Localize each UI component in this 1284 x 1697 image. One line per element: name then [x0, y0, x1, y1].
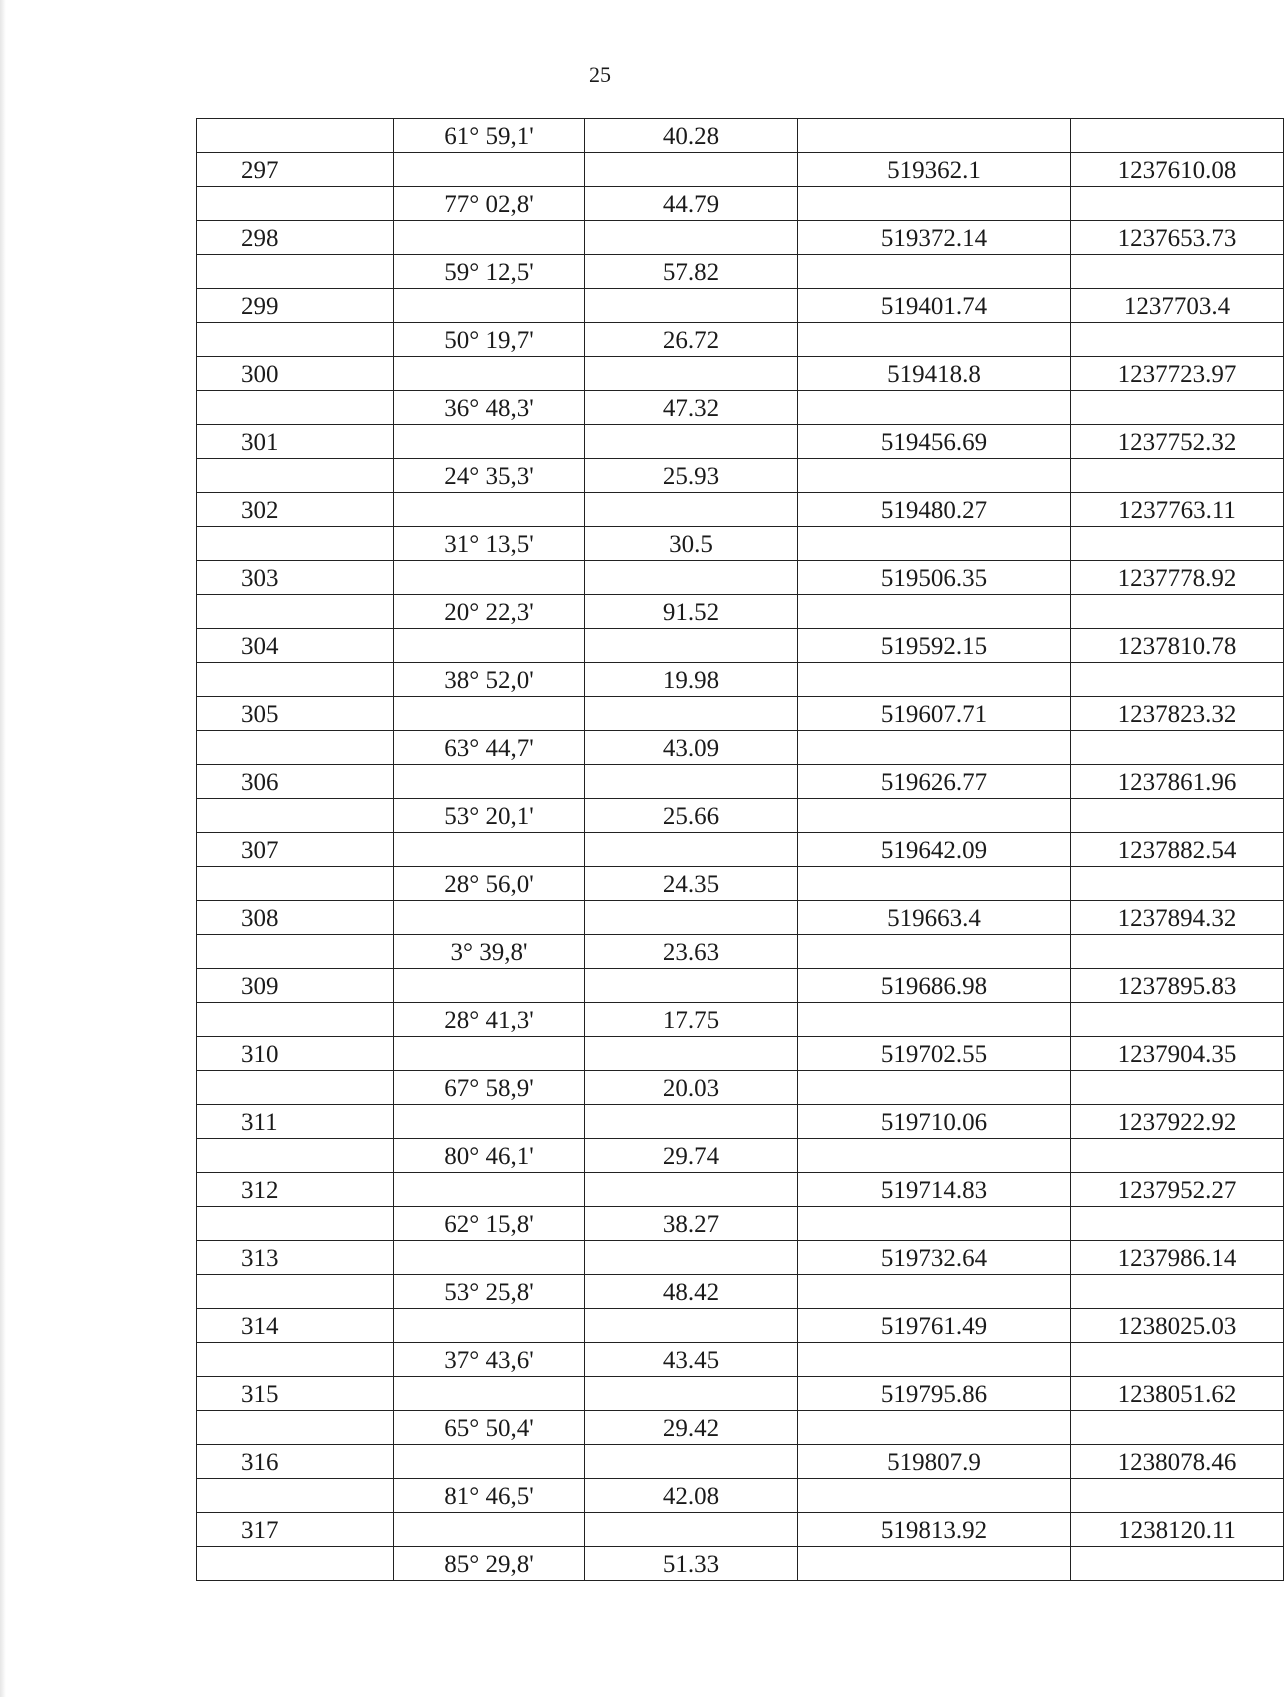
x-coordinate-cell: 519592.15	[798, 629, 1071, 663]
point-number-cell: 316	[197, 1445, 394, 1479]
table-row	[197, 1241, 1284, 1275]
coordinates-table	[196, 118, 1284, 1581]
y-coordinate-cell: 1238078.46	[1071, 1445, 1284, 1479]
y-coordinate-cell: 1238025.03	[1071, 1309, 1284, 1343]
direction-angle-cell	[394, 901, 585, 935]
y-coordinate-cell	[1071, 255, 1284, 289]
table-row	[197, 1207, 1284, 1241]
table-row	[197, 1037, 1284, 1071]
distance-cell: 44.79	[585, 187, 798, 221]
direction-angle-cell: 28° 56,0'	[394, 867, 585, 901]
x-coordinate-cell	[798, 459, 1071, 493]
table-row	[197, 1309, 1284, 1343]
direction-angle-cell	[394, 1241, 585, 1275]
direction-angle-cell: 20° 22,3'	[394, 595, 585, 629]
point-number-cell	[197, 1547, 394, 1581]
distance-cell	[585, 1241, 798, 1275]
x-coordinate-cell	[798, 1411, 1071, 1445]
point-number-cell: 303	[197, 561, 394, 595]
x-coordinate-cell: 519401.74	[798, 289, 1071, 323]
direction-angle-cell	[394, 1445, 585, 1479]
distance-cell	[585, 901, 798, 935]
y-coordinate-cell: 1237778.92	[1071, 561, 1284, 595]
y-coordinate-cell	[1071, 1071, 1284, 1105]
point-number-cell: 309	[197, 969, 394, 1003]
direction-angle-cell: 59° 12,5'	[394, 255, 585, 289]
y-coordinate-cell	[1071, 527, 1284, 561]
y-coordinate-cell: 1237986.14	[1071, 1241, 1284, 1275]
distance-cell	[585, 425, 798, 459]
x-coordinate-cell	[798, 391, 1071, 425]
x-coordinate-cell: 519506.35	[798, 561, 1071, 595]
x-coordinate-cell: 519418.8	[798, 357, 1071, 391]
y-coordinate-cell	[1071, 867, 1284, 901]
table-row	[197, 187, 1284, 221]
distance-cell	[585, 289, 798, 323]
y-coordinate-cell: 1237861.96	[1071, 765, 1284, 799]
x-coordinate-cell	[798, 527, 1071, 561]
point-number-cell: 298	[197, 221, 394, 255]
y-coordinate-cell	[1071, 323, 1284, 357]
distance-cell	[585, 1445, 798, 1479]
table-row	[197, 697, 1284, 731]
direction-angle-cell: 31° 13,5'	[394, 527, 585, 561]
direction-angle-cell: 80° 46,1'	[394, 1139, 585, 1173]
y-coordinate-cell: 1237810.78	[1071, 629, 1284, 663]
distance-cell: 38.27	[585, 1207, 798, 1241]
table-row	[197, 425, 1284, 459]
y-coordinate-cell	[1071, 1479, 1284, 1513]
y-coordinate-cell	[1071, 459, 1284, 493]
point-number-cell: 311	[197, 1105, 394, 1139]
point-number-cell	[197, 1003, 394, 1037]
y-coordinate-cell	[1071, 595, 1284, 629]
distance-cell: 23.63	[585, 935, 798, 969]
point-number-cell	[197, 255, 394, 289]
table-row	[197, 969, 1284, 1003]
table-row	[197, 1547, 1284, 1581]
table-row	[197, 289, 1284, 323]
distance-cell	[585, 1377, 798, 1411]
table-row	[197, 323, 1284, 357]
x-coordinate-cell: 519795.86	[798, 1377, 1071, 1411]
point-number-cell	[197, 391, 394, 425]
direction-angle-cell	[394, 833, 585, 867]
table-row	[197, 561, 1284, 595]
distance-cell: 42.08	[585, 1479, 798, 1513]
point-number-cell	[197, 799, 394, 833]
point-number-cell	[197, 1479, 394, 1513]
table-row	[197, 493, 1284, 527]
y-coordinate-cell	[1071, 391, 1284, 425]
direction-angle-cell: 36° 48,3'	[394, 391, 585, 425]
direction-angle-cell: 65° 50,4'	[394, 1411, 585, 1445]
x-coordinate-cell	[798, 595, 1071, 629]
table-row	[197, 901, 1284, 935]
direction-angle-cell: 77° 02,8'	[394, 187, 585, 221]
y-coordinate-cell	[1071, 1411, 1284, 1445]
distance-cell: 17.75	[585, 1003, 798, 1037]
distance-cell	[585, 357, 798, 391]
table-row	[197, 1173, 1284, 1207]
point-number-cell: 314	[197, 1309, 394, 1343]
direction-angle-cell: 37° 43,6'	[394, 1343, 585, 1377]
y-coordinate-cell: 1237904.35	[1071, 1037, 1284, 1071]
x-coordinate-cell	[798, 1479, 1071, 1513]
point-number-cell: 312	[197, 1173, 394, 1207]
distance-cell: 26.72	[585, 323, 798, 357]
table-row	[197, 1411, 1284, 1445]
table-row	[197, 765, 1284, 799]
point-number-cell	[197, 663, 394, 697]
y-coordinate-cell: 1238051.62	[1071, 1377, 1284, 1411]
distance-cell	[585, 221, 798, 255]
table-row	[197, 153, 1284, 187]
direction-angle-cell: 50° 19,7'	[394, 323, 585, 357]
table-row	[197, 119, 1284, 153]
x-coordinate-cell: 519761.49	[798, 1309, 1071, 1343]
y-coordinate-cell	[1071, 935, 1284, 969]
point-number-cell: 299	[197, 289, 394, 323]
y-coordinate-cell: 1237752.32	[1071, 425, 1284, 459]
scan-edge-shadow	[0, 0, 6, 1697]
direction-angle-cell: 62° 15,8'	[394, 1207, 585, 1241]
direction-angle-cell	[394, 221, 585, 255]
x-coordinate-cell	[798, 731, 1071, 765]
y-coordinate-cell: 1237723.97	[1071, 357, 1284, 391]
x-coordinate-cell	[798, 1275, 1071, 1309]
table-row	[197, 1513, 1284, 1547]
x-coordinate-cell	[798, 1343, 1071, 1377]
y-coordinate-cell: 1237894.32	[1071, 901, 1284, 935]
table-row	[197, 391, 1284, 425]
table-row	[197, 935, 1284, 969]
y-coordinate-cell: 1237895.83	[1071, 969, 1284, 1003]
point-number-cell: 305	[197, 697, 394, 731]
x-coordinate-cell	[798, 935, 1071, 969]
coordinates-table-body	[197, 119, 1284, 1581]
y-coordinate-cell: 1237610.08	[1071, 153, 1284, 187]
table-row	[197, 357, 1284, 391]
x-coordinate-cell	[798, 1003, 1071, 1037]
direction-angle-cell	[394, 153, 585, 187]
point-number-cell: 307	[197, 833, 394, 867]
point-number-cell	[197, 1139, 394, 1173]
distance-cell	[585, 1105, 798, 1139]
point-number-cell	[197, 1207, 394, 1241]
y-coordinate-cell	[1071, 1547, 1284, 1581]
x-coordinate-cell: 519686.98	[798, 969, 1071, 1003]
distance-cell	[585, 969, 798, 1003]
direction-angle-cell	[394, 425, 585, 459]
distance-cell	[585, 1513, 798, 1547]
direction-angle-cell	[394, 1105, 585, 1139]
y-coordinate-cell	[1071, 1139, 1284, 1173]
y-coordinate-cell: 1237952.27	[1071, 1173, 1284, 1207]
distance-cell: 47.32	[585, 391, 798, 425]
point-number-cell	[197, 1411, 394, 1445]
y-coordinate-cell: 1237823.32	[1071, 697, 1284, 731]
point-number-cell: 297	[197, 153, 394, 187]
direction-angle-cell	[394, 357, 585, 391]
table-row	[197, 459, 1284, 493]
table-row	[197, 595, 1284, 629]
point-number-cell	[197, 867, 394, 901]
distance-cell: 40.28	[585, 119, 798, 153]
point-number-cell	[197, 187, 394, 221]
x-coordinate-cell: 519710.06	[798, 1105, 1071, 1139]
point-number-cell: 306	[197, 765, 394, 799]
point-number-cell: 308	[197, 901, 394, 935]
y-coordinate-cell	[1071, 663, 1284, 697]
distance-cell	[585, 1309, 798, 1343]
y-coordinate-cell: 1237653.73	[1071, 221, 1284, 255]
x-coordinate-cell	[798, 799, 1071, 833]
point-number-cell: 304	[197, 629, 394, 663]
point-number-cell: 301	[197, 425, 394, 459]
x-coordinate-cell: 519372.14	[798, 221, 1071, 255]
table-row	[197, 527, 1284, 561]
point-number-cell	[197, 731, 394, 765]
table-row	[197, 833, 1284, 867]
point-number-cell	[197, 935, 394, 969]
x-coordinate-cell: 519626.77	[798, 765, 1071, 799]
table-row	[197, 1479, 1284, 1513]
x-coordinate-cell: 519480.27	[798, 493, 1071, 527]
table-row	[197, 221, 1284, 255]
y-coordinate-cell: 1237882.54	[1071, 833, 1284, 867]
table-row	[197, 799, 1284, 833]
x-coordinate-cell: 519714.83	[798, 1173, 1071, 1207]
distance-cell: 25.93	[585, 459, 798, 493]
x-coordinate-cell: 519607.71	[798, 697, 1071, 731]
table-row	[197, 731, 1284, 765]
direction-angle-cell	[394, 629, 585, 663]
x-coordinate-cell: 519362.1	[798, 153, 1071, 187]
point-number-cell	[197, 459, 394, 493]
x-coordinate-cell	[798, 1139, 1071, 1173]
distance-cell: 51.33	[585, 1547, 798, 1581]
point-number-cell	[197, 323, 394, 357]
distance-cell	[585, 493, 798, 527]
point-number-cell: 310	[197, 1037, 394, 1071]
distance-cell	[585, 153, 798, 187]
x-coordinate-cell: 519807.9	[798, 1445, 1071, 1479]
direction-angle-cell: 53° 25,8'	[394, 1275, 585, 1309]
point-number-cell	[197, 119, 394, 153]
direction-angle-cell: 67° 58,9'	[394, 1071, 585, 1105]
distance-cell: 20.03	[585, 1071, 798, 1105]
x-coordinate-cell	[798, 1071, 1071, 1105]
x-coordinate-cell	[798, 867, 1071, 901]
direction-angle-cell: 85° 29,8'	[394, 1547, 585, 1581]
distance-cell: 29.42	[585, 1411, 798, 1445]
y-coordinate-cell	[1071, 1003, 1284, 1037]
point-number-cell: 313	[197, 1241, 394, 1275]
x-coordinate-cell: 519732.64	[798, 1241, 1071, 1275]
distance-cell	[585, 1173, 798, 1207]
direction-angle-cell	[394, 1309, 585, 1343]
x-coordinate-cell: 519456.69	[798, 425, 1071, 459]
point-number-cell: 317	[197, 1513, 394, 1547]
direction-angle-cell: 3° 39,8'	[394, 935, 585, 969]
direction-angle-cell: 63° 44,7'	[394, 731, 585, 765]
point-number-cell	[197, 1275, 394, 1309]
y-coordinate-cell: 1237763.11	[1071, 493, 1284, 527]
distance-cell	[585, 765, 798, 799]
y-coordinate-cell	[1071, 1207, 1284, 1241]
y-coordinate-cell	[1071, 119, 1284, 153]
direction-angle-cell	[394, 697, 585, 731]
y-coordinate-cell: 1238120.11	[1071, 1513, 1284, 1547]
direction-angle-cell	[394, 969, 585, 1003]
x-coordinate-cell: 519642.09	[798, 833, 1071, 867]
distance-cell	[585, 697, 798, 731]
table-row	[197, 1139, 1284, 1173]
direction-angle-cell	[394, 765, 585, 799]
table-row	[197, 1105, 1284, 1139]
table-row	[197, 1377, 1284, 1411]
direction-angle-cell	[394, 1173, 585, 1207]
y-coordinate-cell	[1071, 1275, 1284, 1309]
direction-angle-cell: 24° 35,3'	[394, 459, 585, 493]
point-number-cell: 300	[197, 357, 394, 391]
direction-angle-cell: 81° 46,5'	[394, 1479, 585, 1513]
distance-cell: 48.42	[585, 1275, 798, 1309]
distance-cell	[585, 629, 798, 663]
direction-angle-cell: 53° 20,1'	[394, 799, 585, 833]
distance-cell: 29.74	[585, 1139, 798, 1173]
distance-cell: 43.09	[585, 731, 798, 765]
direction-angle-cell: 28° 41,3'	[394, 1003, 585, 1037]
direction-angle-cell: 38° 52,0'	[394, 663, 585, 697]
distance-cell: 25.66	[585, 799, 798, 833]
direction-angle-cell	[394, 1513, 585, 1547]
table-row	[197, 1343, 1284, 1377]
x-coordinate-cell	[798, 1207, 1071, 1241]
x-coordinate-cell	[798, 663, 1071, 697]
y-coordinate-cell	[1071, 731, 1284, 765]
y-coordinate-cell: 1237703.4	[1071, 289, 1284, 323]
x-coordinate-cell: 519663.4	[798, 901, 1071, 935]
distance-cell: 24.35	[585, 867, 798, 901]
point-number-cell	[197, 1343, 394, 1377]
table-row	[197, 1003, 1284, 1037]
distance-cell: 91.52	[585, 595, 798, 629]
y-coordinate-cell: 1237922.92	[1071, 1105, 1284, 1139]
y-coordinate-cell	[1071, 1343, 1284, 1377]
point-number-cell	[197, 595, 394, 629]
distance-cell: 19.98	[585, 663, 798, 697]
table-row	[197, 255, 1284, 289]
point-number-cell	[197, 1071, 394, 1105]
point-number-cell: 315	[197, 1377, 394, 1411]
direction-angle-cell	[394, 1377, 585, 1411]
x-coordinate-cell	[798, 119, 1071, 153]
point-number-cell	[197, 527, 394, 561]
table-row	[197, 1071, 1284, 1105]
table-row	[197, 1275, 1284, 1309]
y-coordinate-cell	[1071, 799, 1284, 833]
x-coordinate-cell: 519813.92	[798, 1513, 1071, 1547]
distance-cell: 43.45	[585, 1343, 798, 1377]
direction-angle-cell	[394, 561, 585, 595]
table-row	[197, 663, 1284, 697]
direction-angle-cell	[394, 493, 585, 527]
x-coordinate-cell	[798, 1547, 1071, 1581]
table-row	[197, 867, 1284, 901]
x-coordinate-cell: 519702.55	[798, 1037, 1071, 1071]
direction-angle-cell	[394, 289, 585, 323]
direction-angle-cell	[394, 1037, 585, 1071]
direction-angle-cell: 61° 59,1'	[394, 119, 585, 153]
table-row	[197, 629, 1284, 663]
y-coordinate-cell	[1071, 187, 1284, 221]
x-coordinate-cell	[798, 255, 1071, 289]
distance-cell	[585, 1037, 798, 1071]
distance-cell: 57.82	[585, 255, 798, 289]
distance-cell	[585, 561, 798, 595]
x-coordinate-cell	[798, 187, 1071, 221]
distance-cell: 30.5	[585, 527, 798, 561]
page-number: 25	[589, 62, 611, 87]
x-coordinate-cell	[798, 323, 1071, 357]
table-row	[197, 1445, 1284, 1479]
distance-cell	[585, 833, 798, 867]
point-number-cell: 302	[197, 493, 394, 527]
